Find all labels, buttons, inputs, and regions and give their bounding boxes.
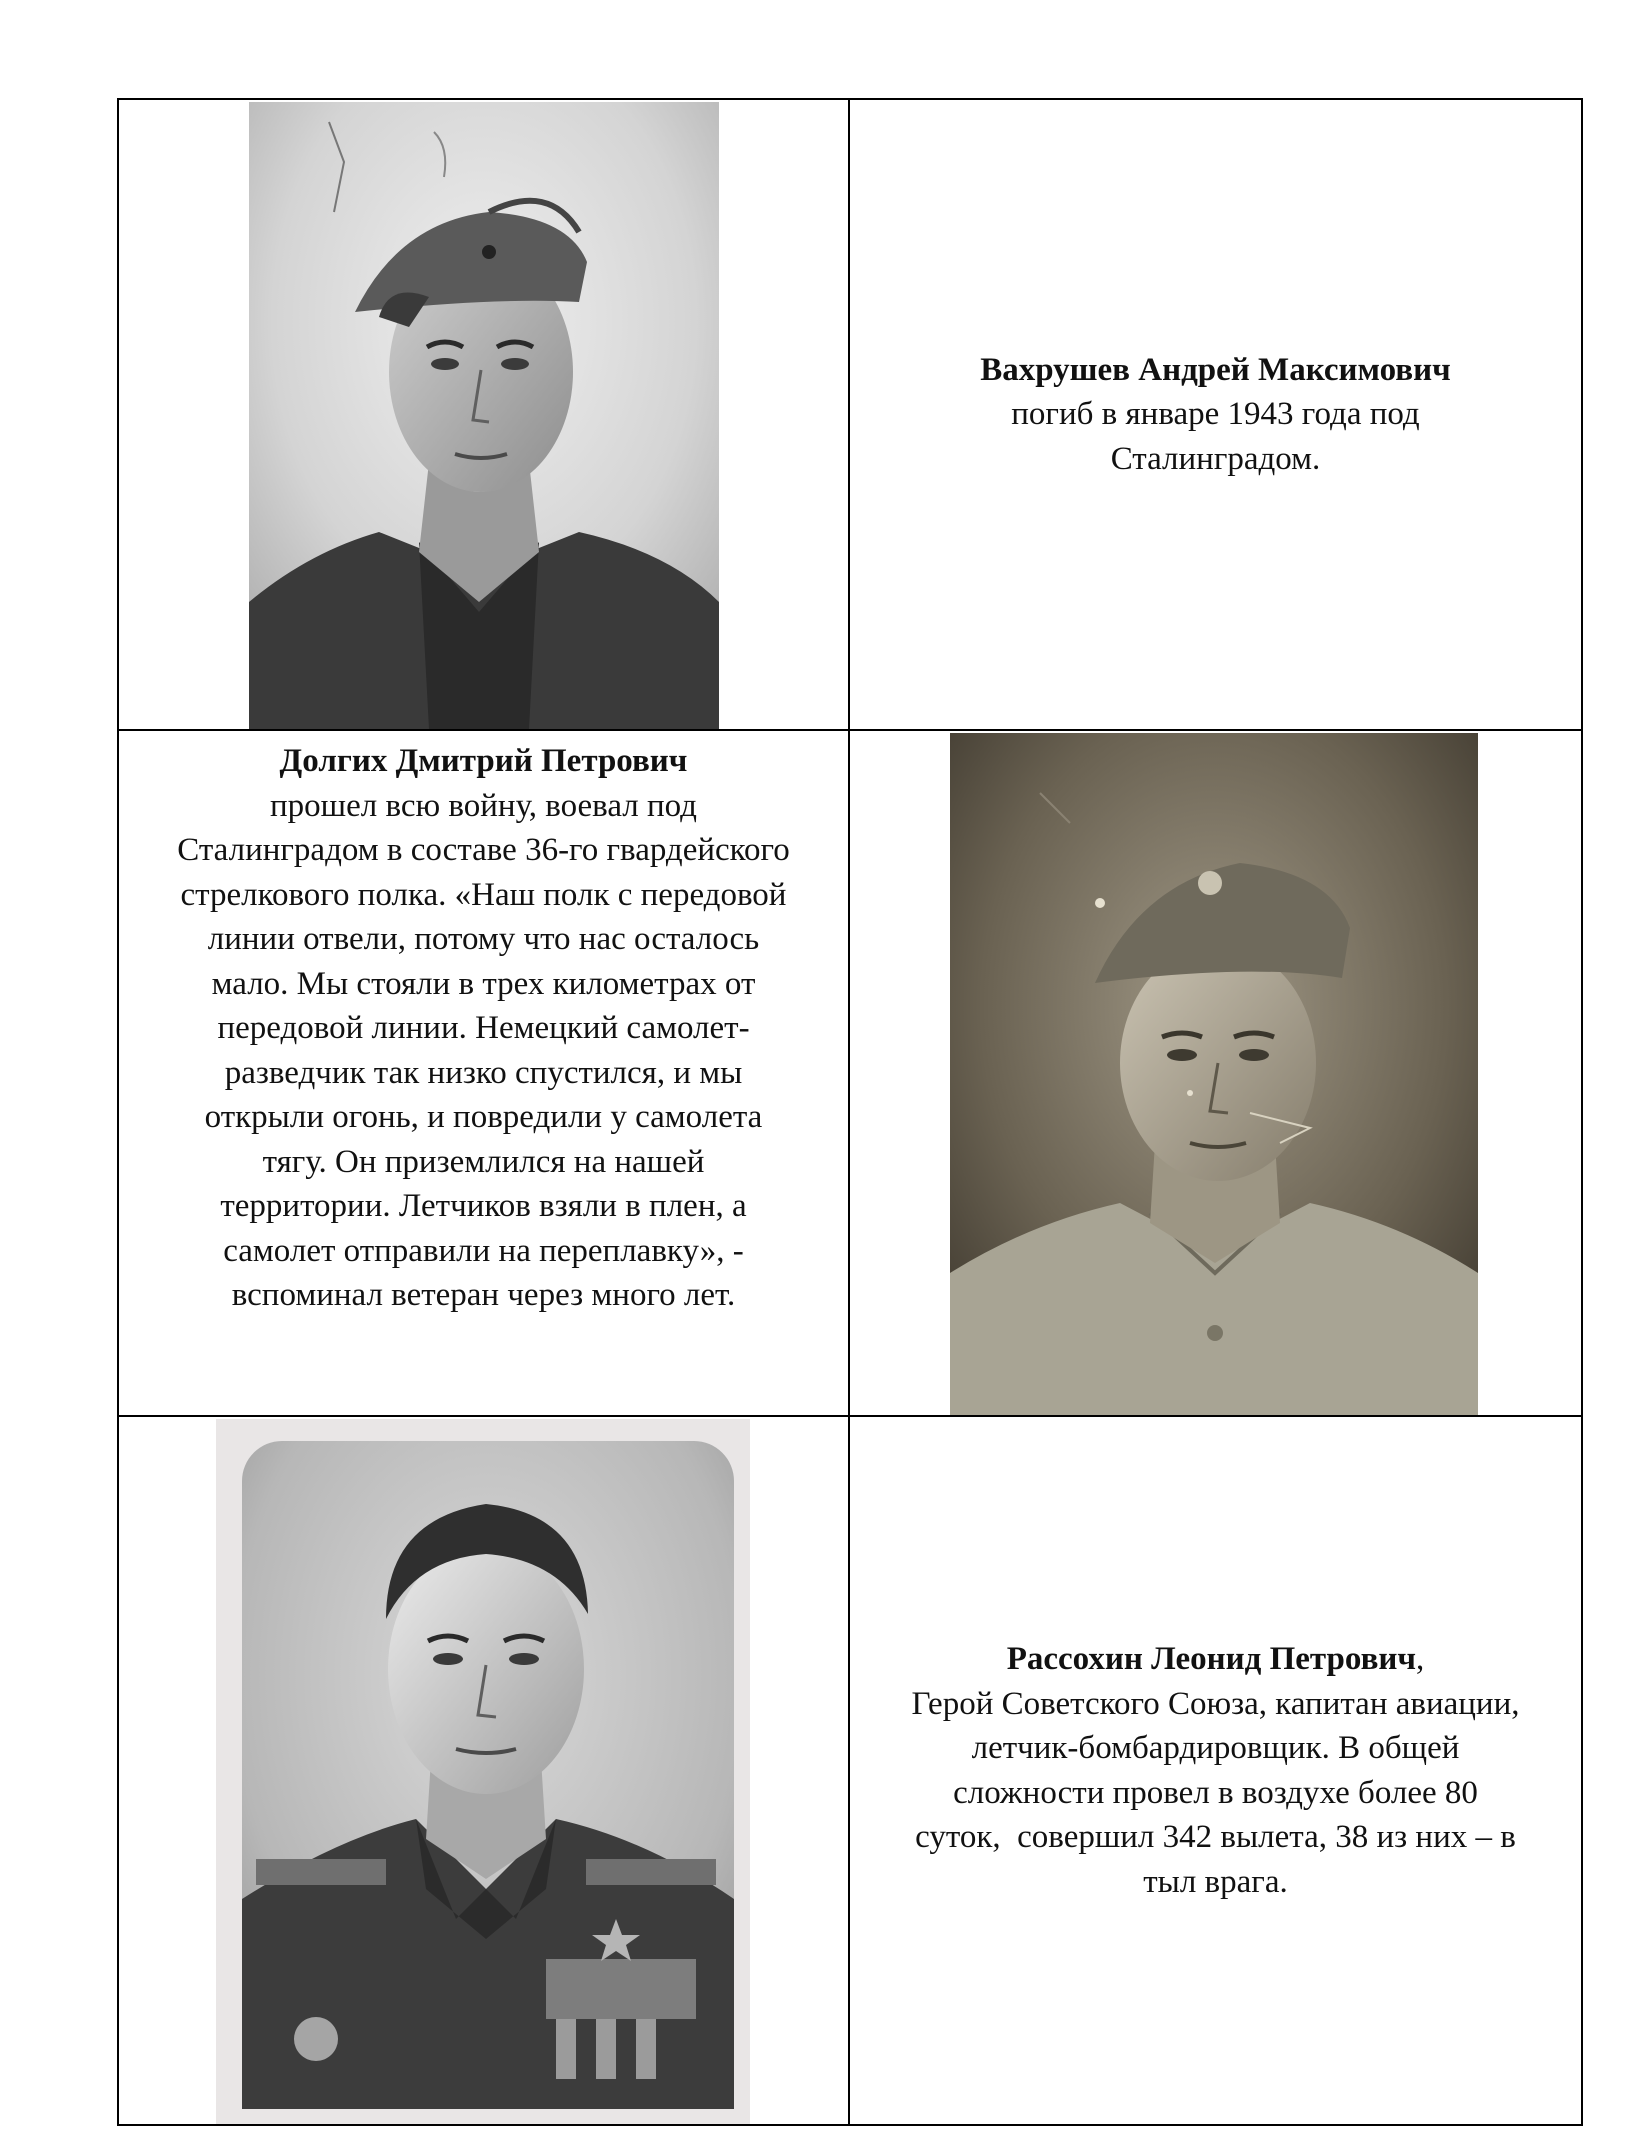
text-line: прошел всю войну, воевал под: [270, 787, 697, 824]
portrait-photo-vakhrushev: [249, 102, 719, 729]
text-line: сложности провел в воздухе более 80: [953, 1774, 1478, 1811]
photo-cell: [118, 99, 849, 730]
text-line: летчик-бомбардировщик. В общей: [971, 1730, 1460, 1766]
photo-cell: [849, 730, 1582, 1416]
text-cell: [118, 730, 849, 1416]
text-line: стрелкового полка. «Наш полк с передовой: [180, 876, 787, 913]
photo-cell: [118, 1416, 849, 2125]
text-line: мало. Мы стояли в трех километрах от: [211, 965, 756, 1002]
veteran-name: Вахрушев Андрей Максимович: [980, 351, 1451, 388]
text-cell: [849, 99, 1582, 730]
entry-text-dolgikh: [119, 739, 848, 1318]
text-line: вспоминал ветеран через много лет.: [231, 1277, 736, 1313]
entry-text-rassokhin: [850, 1637, 1581, 1904]
table-row: [118, 1416, 1582, 2125]
table-row: [118, 730, 1582, 1416]
veterans-table: [117, 98, 1583, 2126]
text-line: территории. Летчиков взяли в плен, а: [220, 1188, 747, 1224]
text-line: суток, совершил 342 вылета, 38 из них – в: [915, 1819, 1516, 1855]
entry-text-vakhrushev: [850, 348, 1581, 482]
table-row: [118, 99, 1582, 730]
veteran-name: Долгих Дмитрий Петрович: [279, 743, 688, 779]
text-line: Герой Советского Союза, капитан авиации,: [911, 1685, 1520, 1722]
portrait-photo-dolgikh: [950, 733, 1478, 1415]
text-line: самолет отправили на переплавку», -: [223, 1232, 744, 1269]
name-suffix: ,: [1416, 1641, 1425, 1677]
text-cell: [849, 1416, 1582, 2125]
veteran-name: Рассохин Леонид Петрович: [1006, 1641, 1417, 1677]
portrait-photo-rassokhin: [216, 1419, 750, 2124]
text-line: передовой линии. Немецкий самолет-: [217, 1010, 750, 1046]
text-line: тыл врага.: [1143, 1863, 1288, 1900]
text-line: разведчик так низко спустился, и мы: [224, 1054, 743, 1091]
text-line: открыли огонь, и повредили у самолета: [204, 1099, 763, 1135]
text-line: линии отвели, потому что нас осталось: [207, 921, 760, 957]
text-line: погиб в январе 1943 года под: [1011, 396, 1420, 433]
text-line: тягу. Он приземлился на нашей: [262, 1143, 705, 1180]
text-line: Сталинградом в составе 36-го гвардейского: [177, 832, 790, 868]
text-line: Сталинградом.: [1110, 440, 1321, 477]
